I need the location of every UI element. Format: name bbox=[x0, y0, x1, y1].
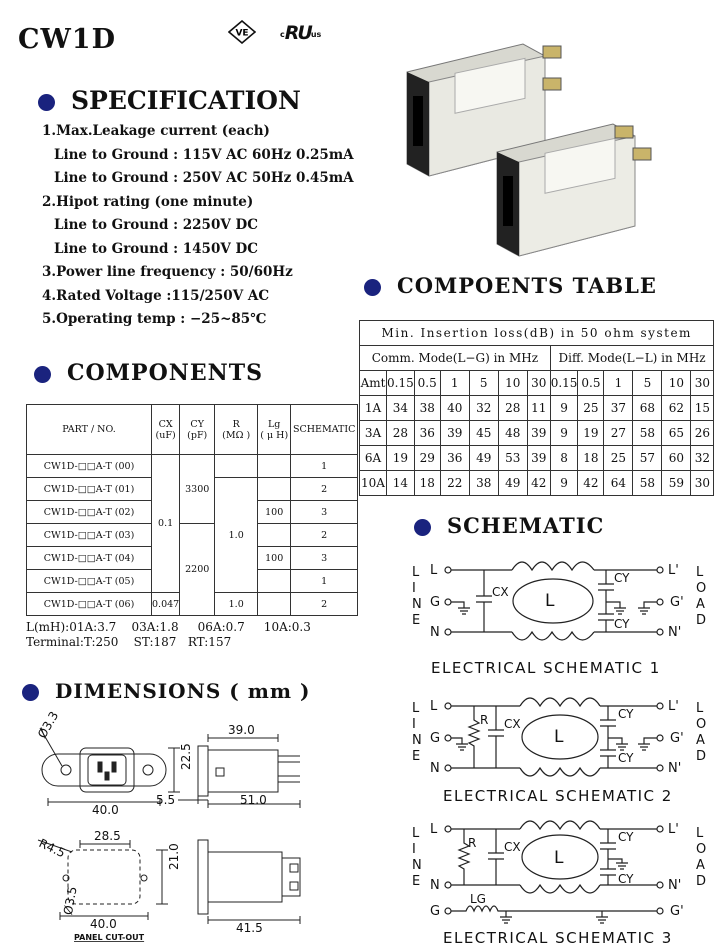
svg-text:L': L' bbox=[668, 822, 679, 837]
table-row: CW1D-□□A-T (03) 2200 2 bbox=[27, 524, 358, 547]
model-title: CW1D bbox=[18, 24, 117, 55]
svg-text:L: L bbox=[696, 826, 704, 841]
svg-text:E: E bbox=[412, 874, 421, 889]
spec-line: 3.Power line frequency : 50/60Hz bbox=[42, 264, 293, 280]
svg-text:R: R bbox=[480, 713, 489, 727]
svg-text:CX: CX bbox=[492, 585, 509, 599]
bullet-icon bbox=[22, 684, 39, 701]
svg-text:L: L bbox=[412, 701, 420, 716]
svg-text:L: L bbox=[430, 822, 438, 837]
schematic-1 bbox=[408, 548, 713, 668]
note-line: L(mH):01A:3.7 03A:1.8 06A:0.7 10A:0.3 bbox=[26, 620, 311, 634]
schematic-3 bbox=[408, 815, 713, 945]
table-row: 3A 28 36 39 45 48 39 9 19 27 58 65 26 bbox=[360, 421, 714, 446]
svg-text:LG: LG bbox=[470, 892, 486, 906]
product-photo bbox=[395, 36, 695, 266]
table-row: 1A 34 38 40 32 28 11 9 25 37 68 62 15 bbox=[360, 396, 714, 421]
svg-text:CY: CY bbox=[614, 571, 630, 585]
spec-line: 2.Hipot rating (one minute) bbox=[42, 193, 254, 210]
svg-text:G: G bbox=[430, 731, 441, 746]
svg-text:D: D bbox=[696, 874, 707, 889]
svg-text:O: O bbox=[696, 842, 707, 857]
vde-cert-icon bbox=[228, 20, 256, 44]
svg-text:O: O bbox=[696, 717, 707, 732]
table-row: 10A 14 18 22 38 49 42 9 42 64 58 59 30 bbox=[360, 471, 714, 496]
svg-text:Ø3.3: Ø3.3 bbox=[34, 708, 62, 741]
svg-text:L: L bbox=[696, 701, 704, 716]
table-row: CW1D-□□A-T (04) 100 3 bbox=[27, 547, 358, 570]
spec-line: 5.Operating temp : −25~85℃ bbox=[42, 311, 267, 327]
table-row: CW1D-□□A-T (00) 0.1 3300 1 bbox=[27, 455, 358, 478]
svg-text:I: I bbox=[412, 717, 416, 732]
svg-text:D: D bbox=[696, 613, 707, 628]
schematic-2 bbox=[408, 684, 713, 804]
svg-text:E: E bbox=[412, 613, 421, 628]
table-row: CW1D-□□A-T (01) 1.0 2 bbox=[27, 478, 358, 501]
svg-text:N: N bbox=[430, 761, 440, 776]
components-heading: COMPONENTS bbox=[34, 360, 263, 386]
bullet-icon bbox=[38, 94, 55, 111]
svg-text:28.5: 28.5 bbox=[94, 829, 121, 843]
svg-text:R: R bbox=[468, 836, 477, 850]
svg-text:R4.5: R4.5 bbox=[36, 836, 68, 861]
schematic-heading: SCHEMATIC bbox=[414, 513, 604, 538]
table-row: CW1D-□□A-T (05) 1 bbox=[27, 570, 358, 593]
bullet-icon bbox=[364, 279, 381, 296]
svg-text:CY: CY bbox=[618, 830, 634, 844]
spec-line: 1.Max.Leakage current (each) bbox=[42, 123, 270, 139]
schematic-caption: ELECTRICAL SCHEMATIC 1 bbox=[431, 659, 661, 677]
panel-cutout-label: PANEL CUT-OUT bbox=[74, 933, 145, 942]
svg-text:CY: CY bbox=[618, 872, 634, 886]
spec-line: Line to Ground : 2250V DC bbox=[54, 217, 258, 233]
dimension-drawings bbox=[0, 700, 380, 945]
svg-text:A: A bbox=[696, 858, 705, 873]
svg-text:L': L' bbox=[668, 699, 679, 714]
svg-text:N: N bbox=[412, 597, 422, 612]
table-row: CW1D-□□A-T (02) 100 3 bbox=[27, 501, 358, 524]
svg-text:N: N bbox=[412, 733, 422, 748]
svg-text:L: L bbox=[430, 699, 438, 714]
spec-line: Line to Ground : 115V AC 60Hz 0.25mA bbox=[54, 146, 354, 163]
svg-text:39.0: 39.0 bbox=[228, 723, 255, 737]
svg-text:G': G' bbox=[670, 595, 684, 610]
svg-text:L: L bbox=[696, 565, 704, 580]
svg-text:N': N' bbox=[668, 625, 682, 640]
comm-mode-header: Comm. Mode(L−G) in MHz bbox=[360, 346, 551, 371]
svg-text:N: N bbox=[430, 878, 440, 893]
table-row: 6A 19 29 36 49 53 39 8 18 25 57 60 32 bbox=[360, 446, 714, 471]
svg-text:CX: CX bbox=[504, 717, 521, 731]
table-row: CW1D-□□A-T (06) 0.047 1.0 2 bbox=[27, 593, 358, 616]
ul-mark-text: RU bbox=[284, 22, 311, 44]
svg-text:21.0: 21.0 bbox=[167, 843, 181, 870]
svg-text:G: G bbox=[430, 595, 441, 610]
vde-cert-text: VE bbox=[235, 28, 249, 39]
bullet-icon bbox=[34, 366, 51, 383]
svg-text:40.0: 40.0 bbox=[92, 803, 119, 817]
svg-text:Ø3.5: Ø3.5 bbox=[60, 885, 80, 916]
svg-text:51.0: 51.0 bbox=[240, 793, 267, 807]
specification-heading: SPECIFICATION bbox=[38, 86, 301, 115]
svg-text:41.5: 41.5 bbox=[236, 921, 263, 935]
svg-text:N': N' bbox=[668, 878, 682, 893]
table-title: Min. Insertion loss(dB) in 50 ohm system bbox=[360, 321, 714, 346]
ul-us-text: us bbox=[310, 30, 322, 39]
dimensions-heading: DIMENSIONS ( mm ) bbox=[22, 679, 310, 703]
schematic-caption: ELECTRICAL SCHEMATIC 2 bbox=[443, 787, 673, 805]
svg-text:L': L' bbox=[668, 563, 679, 578]
table-row: Amt 0.15 0.5 1 5 10 30 0.15 0.5 1 5 10 30 bbox=[360, 371, 714, 396]
table-row: PART / NO. CX (uF) CY (pF) R (MΩ ) Lg ( μ H) SCHEMATIC bbox=[27, 405, 358, 455]
insertion-loss-table bbox=[359, 320, 714, 496]
svg-text:G': G' bbox=[670, 904, 684, 919]
svg-text:L: L bbox=[412, 565, 420, 580]
spec-line: 4.Rated Voltage :115/250V AC bbox=[42, 287, 270, 304]
svg-text:E: E bbox=[412, 749, 421, 764]
svg-text:I: I bbox=[412, 581, 416, 596]
bullet-icon bbox=[414, 519, 431, 536]
svg-text:L: L bbox=[554, 727, 564, 747]
inductance-notes bbox=[26, 620, 311, 650]
svg-text:G: G bbox=[430, 904, 441, 919]
svg-text:N': N' bbox=[668, 761, 682, 776]
components-table bbox=[26, 404, 358, 616]
svg-text:L: L bbox=[412, 826, 420, 841]
svg-text:L: L bbox=[554, 848, 564, 868]
svg-text:CX: CX bbox=[504, 840, 521, 854]
svg-text:L: L bbox=[430, 563, 438, 578]
svg-text:O: O bbox=[696, 581, 707, 596]
svg-text:CY: CY bbox=[614, 617, 630, 631]
svg-text:22.5: 22.5 bbox=[179, 743, 193, 770]
svg-text:CY: CY bbox=[618, 751, 634, 765]
svg-text:CY: CY bbox=[618, 707, 634, 721]
components-table-heading: COMPOENTS TABLE bbox=[364, 273, 657, 298]
note-line: Terminal:T:250 ST:187 RT:157 bbox=[26, 635, 232, 649]
diff-mode-header: Diff. Mode(L−L) in MHz bbox=[550, 346, 714, 371]
svg-text:L: L bbox=[545, 591, 555, 611]
spec-line: Line to Ground : 250V AC 50Hz 0.45mA bbox=[54, 170, 354, 186]
svg-text:N: N bbox=[412, 858, 422, 873]
specification-list bbox=[42, 120, 354, 332]
svg-text:A: A bbox=[696, 597, 705, 612]
svg-text:A: A bbox=[696, 733, 705, 748]
svg-text:40.0: 40.0 bbox=[90, 917, 117, 931]
spec-line: Line to Ground : 1450V DC bbox=[54, 240, 258, 257]
svg-text:G': G' bbox=[670, 731, 684, 746]
svg-text:5.5: 5.5 bbox=[156, 793, 176, 807]
svg-text:D: D bbox=[696, 749, 707, 764]
ul-c-text: c bbox=[280, 30, 285, 39]
svg-text:I: I bbox=[412, 842, 416, 857]
svg-text:N: N bbox=[430, 625, 440, 640]
schematic-caption: ELECTRICAL SCHEMATIC 3 bbox=[443, 929, 673, 947]
ul-cert-icon bbox=[280, 22, 321, 44]
